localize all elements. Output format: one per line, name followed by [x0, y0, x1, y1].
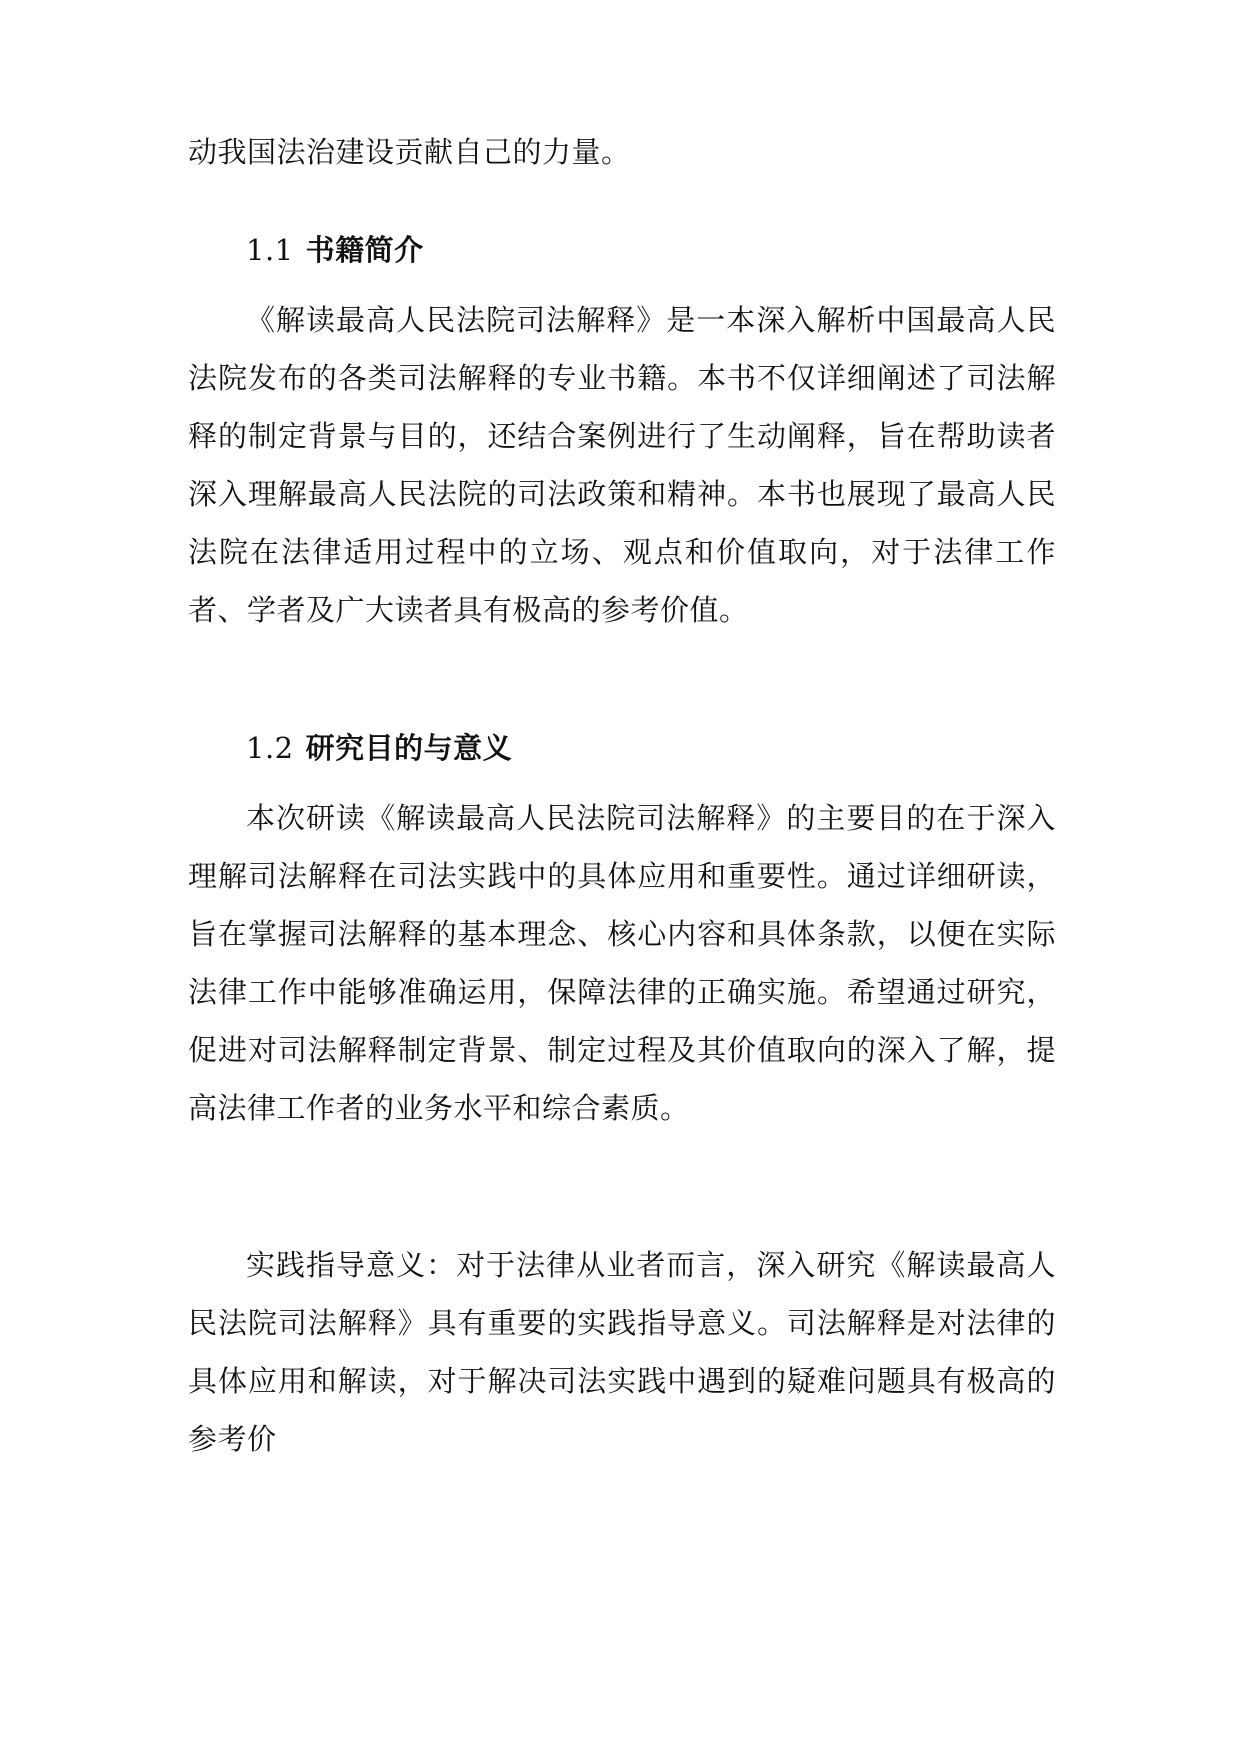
body-paragraph: 《解读最高人民法院司法解释》是一本深入解析中国最高人民法院发布的各类司法解释的专业书籍。本书不仅详细阐述了司法解释的制定背景与目的，还结合案例进行了生动阐释，旨在帮助读者深入理解最高人民法院的司法政策和精神。本书也展现了最高人民法院在法律适用过程中的立场、观点和价值取向，对于法律工作者、学者及广大读者具有极高的参考价值。 — [188, 303, 1056, 627]
continuation-paragraph: 动我国法治建设贡献自己的力量。 — [188, 135, 631, 169]
body-paragraph: 本次研读《解读最高人民法院司法解释》的主要目的在于深入理解司法解释在司法实践中的具体应用和重要性。通过详细研读，旨在掌握司法解释的基本理念、核心内容和具体条款，以便在实际法律工作中能够准确运用，保障法律的正确实施。希望通过研究，促进对司法解释制定背景、制定过程及其价值取向的深入了解，提高法律工作者的业务水平和综合素质。 — [188, 801, 1056, 1125]
body-paragraph: 实践指导意义：对于法律从业者而言，深入研究《解读最高人民法院司法解释》具有重要的实践指导意义。司法解释是对法律的具体应用和解读，对于解决司法实践中遇到的疑难问题具有极高的参考价 — [188, 1248, 1056, 1456]
section-title: 研究目的与意义 — [305, 731, 513, 765]
section-number: 1.2 — [246, 731, 294, 765]
section-heading-1-1 — [246, 230, 424, 270]
section-heading-1-2 — [246, 728, 512, 768]
section-number: 1.1 — [246, 233, 294, 267]
section-title: 书籍简介 — [305, 233, 424, 267]
